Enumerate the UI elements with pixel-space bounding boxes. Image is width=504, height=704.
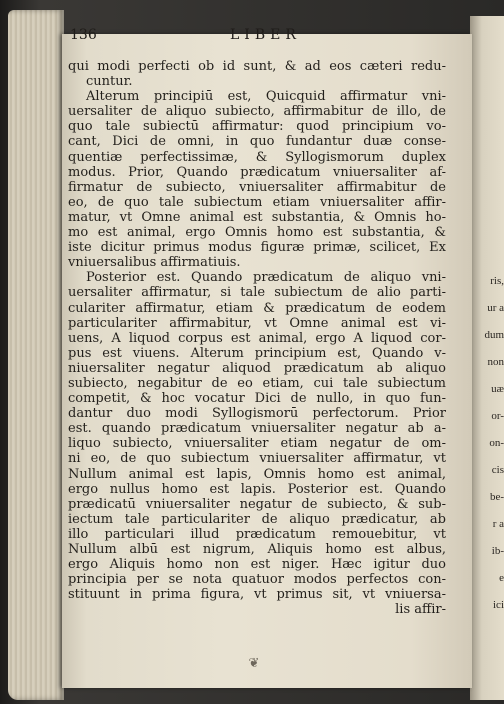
text-line: pus est viuens. Alterum principium est, Quando v- bbox=[68, 345, 446, 361]
facing-page-fragment: cis bbox=[491, 464, 504, 476]
running-title: LIBER bbox=[230, 27, 301, 43]
text-line: uersaliter affirmatur, si tale subiectum de alio parti- bbox=[68, 285, 446, 301]
text-line: mo est animal, ergo Omnis homo est substantia, & bbox=[68, 225, 446, 241]
text-line: uens, A liquod corpus est animal, ergo A liquod cor- bbox=[68, 330, 446, 346]
text-line: qui modi perfecti ob id sunt, & ad eos cæteri redu- bbox=[68, 59, 446, 74]
text-line: liquo subiecto, vniuersaliter etiam negatur de om- bbox=[68, 436, 446, 452]
facing-page-fragment: ur a bbox=[487, 302, 504, 314]
facing-page-fragment: or- bbox=[491, 410, 504, 422]
facing-page-fragment: e bbox=[499, 572, 504, 584]
text-line: uersaliter de aliquo subiecto, affirmabitur de illo, de bbox=[68, 104, 446, 120]
text-line: principia per se nota quatuor modos perfectos con- bbox=[68, 572, 446, 588]
text-line: Alterum principiū est, Quicquid affirmatur vni- bbox=[86, 89, 446, 105]
facing-page-fragment: ici bbox=[493, 599, 504, 611]
printers-ornament: ❦ bbox=[248, 656, 260, 671]
text-line: ergo Aliquis homo non est niger. Hæc igitur duo bbox=[68, 557, 446, 573]
text-line: iectum tale particulariter de aliquo prædicatur, ab bbox=[68, 511, 446, 527]
page-number: 136 bbox=[70, 27, 97, 43]
page-header bbox=[70, 27, 430, 45]
text-line: ergo nullus homo est lapis. Posterior est. Quando bbox=[68, 481, 446, 497]
facing-page-fragment: be- bbox=[489, 491, 504, 503]
text-line: illo particulari illud prædicatum remouebitur, vt bbox=[68, 526, 446, 542]
facing-page-fragment: dum bbox=[484, 329, 504, 341]
book-fore-edges bbox=[8, 10, 64, 700]
text-line: cant, Dici de omni, in quo fundantur duæ conse- bbox=[68, 134, 446, 150]
text-line: firmatur de subiecto, vniuersaliter affirmabitur de bbox=[68, 179, 446, 195]
text-line: subiecto, negabitur de eo etiam, cui tale subiectum bbox=[68, 375, 446, 391]
text-line: Nullum animal est lapis, Omnis homo est animal, bbox=[68, 466, 446, 482]
facing-page-fragment: non bbox=[487, 356, 504, 368]
text-line: est. quando prædicatum vniuersaliter negatur ab a- bbox=[68, 421, 446, 437]
text-line: competit, & hoc vocatur Dici de nullo, in quo fun- bbox=[68, 391, 446, 407]
facing-page-fragment: ib- bbox=[491, 545, 504, 557]
text-line: lis affir- bbox=[395, 602, 446, 618]
text-line: iste dicitur primus modus figuræ primæ, scilicet, Ex bbox=[68, 240, 446, 256]
body-text bbox=[68, 59, 446, 617]
text-line: quo tale subiectū affirmatur: quod principium vo- bbox=[68, 119, 446, 135]
text-line: Nullum albū est nigrum, Aliquis homo est albus, bbox=[68, 542, 446, 557]
facing-page-fragment: r a bbox=[492, 518, 504, 530]
text-line: modus. Prior, Quando prædicatum vniuersaliter af- bbox=[68, 164, 446, 180]
text-line: matur, vt Omne animal est substantia, & Omnis ho- bbox=[68, 209, 446, 225]
text-line: cuntur. bbox=[86, 74, 133, 90]
facing-page-fragment: on- bbox=[489, 437, 504, 449]
text-line: prædicatū vniuersaliter negatur de subiecto, & sub- bbox=[68, 496, 446, 512]
facing-page-edge bbox=[470, 16, 504, 700]
facing-page-fragment: uæ bbox=[491, 383, 504, 395]
text-line: particulariter affirmabitur, vt Omne animal est vi- bbox=[68, 315, 446, 331]
text-line: culariter affirmatur, etiam & prædicatum de eodem bbox=[68, 300, 446, 316]
text-line: Posterior est. Quando prædicatum de aliquo vni- bbox=[86, 270, 446, 286]
text-line: ni eo, de quo subiectum vniuersaliter affirmatur, vt bbox=[68, 451, 446, 467]
text-line: stituunt in prima figura, vt primus sit, vt vniuersa- bbox=[68, 587, 446, 603]
text-line: niuersaliter negatur aliquod prædicatum ab aliquo bbox=[68, 360, 446, 376]
text-line: vniuersalibus affirmatiuis. bbox=[68, 255, 241, 271]
text-line: dantur duo modi Syllogismorū perfectorum. Prior bbox=[68, 406, 446, 422]
text-line: eo, de quo tale subiectum etiam vniuersaliter affir- bbox=[68, 194, 446, 210]
text-line: quentiæ perfectissimæ, & Syllogismorum duplex bbox=[68, 149, 446, 165]
facing-page-fragment: ris, bbox=[490, 275, 504, 287]
